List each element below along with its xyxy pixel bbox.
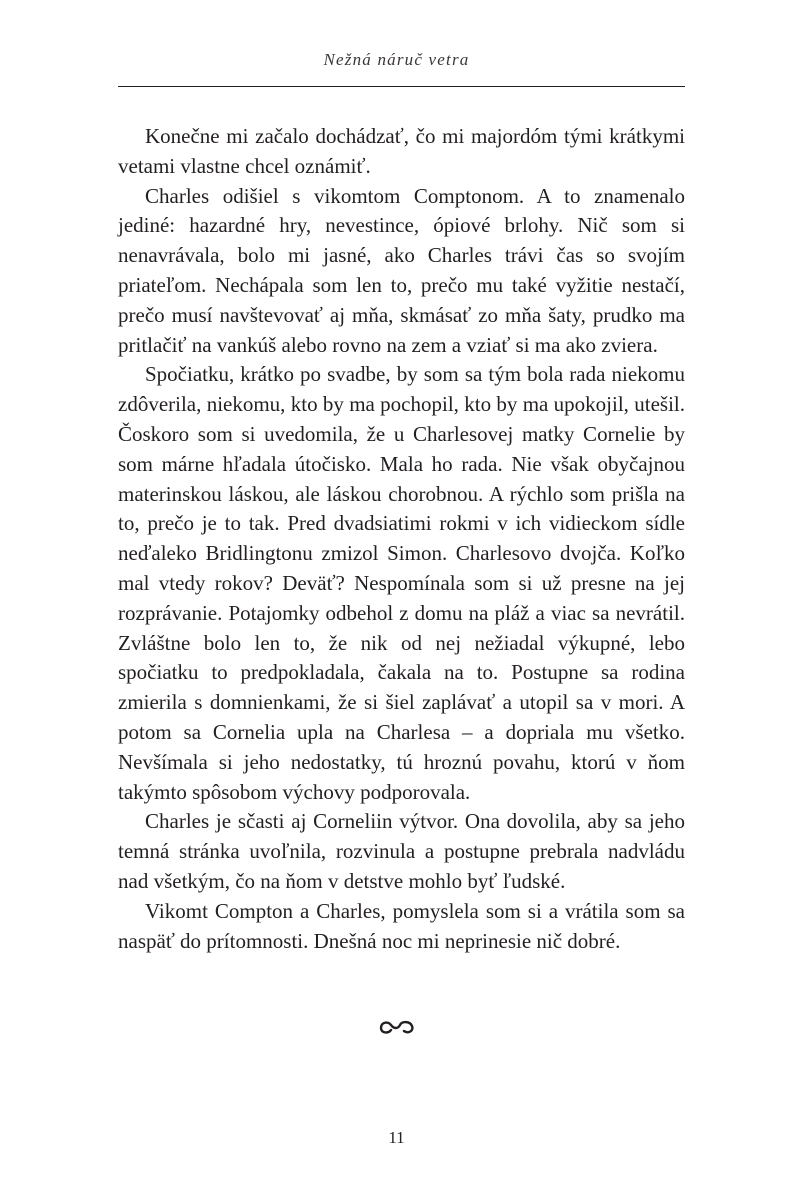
header-rule <box>118 86 685 87</box>
paragraph: Charles odišiel s vikomtom Comptonom. A to znamenalo jediné: hazardné hry, nevestince, ópiové brlohy. Nič som si nenavrávala, bolo mi jasné, ako Charles trávi čas so svojím priateľom. Nechápala som len to, prečo mu také vyžitie nestačí, prečo musí navštevovať aj mňa, skmásať zo mňa šaty, prudko ma pritlačiť na vankúš alebo rovno na zem a vziať si ma ako zviera. <box>118 183 685 357</box>
paragraph: Konečne mi začalo dochádzať, čo mi majordóm tými krátkymi vetami vlastne chcel oznámiť. <box>118 124 685 178</box>
paragraph: Charles je sčasti aj Corneliin výtvor. Ona dovolila, aby sa jeho temná stránka uvoľnila, rozvinula a postupne prebrala nadvládu nad všetkým, čo na ňom v detstve mohlo byť ľudské. <box>118 809 685 893</box>
paragraph: Spočiatku, krátko po svadbe, by som sa tým bola rada niekomu zdôverila, niekomu, kto by ma pochopil, kto by ma upokojil, utešil. Čoskoro som si uvedomila, že u Charlesovej matky Cornelie by som márne hľadala útočisko. Mala ho rada. Nie však obyčajnou materinskou láskou, ale láskou chorobnou. A rýchlo som prišla na to, prečo je to tak. Pred dvadsiatimi rokmi v ich vidieckom sídle neďaleko Bridlingtonu zmizol Simon. Charlesovo dvojča. Koľko mal vtedy rokov? Deväť? Nespomínala som si už presne na jej rozprávanie. Potajomky odbehol z domu na pláž a viac sa nevrátil. Zvláštne bolo len to, že nik od nej nežiadal výkupné, lebo spočiatku to predpokladala, čakala na to. Postupne sa rodina zmierila s domnienkami, že si šiel zaplávať a utopil sa v mori. A potom sa Cornelia upla na Charlesa – a dopriala mu všetko. Nevšímala si jeho nedostatky, tú hroznú povahu, ktorú v ňom takýmto spôsobom výchovy podporovala. <box>118 362 685 804</box>
chapter-body <box>118 122 685 956</box>
running-head-title: Nežná náruč vetra <box>323 50 470 69</box>
paragraph: Vikomt Compton a Charles, pomyslela som si a vrátila som sa naspäť do prítomnosti. Dnešná noc mi neprinesie nič dobré. <box>118 898 685 953</box>
section-break-flourish-icon <box>0 1017 793 1042</box>
page-number: 11 <box>388 1128 405 1147</box>
